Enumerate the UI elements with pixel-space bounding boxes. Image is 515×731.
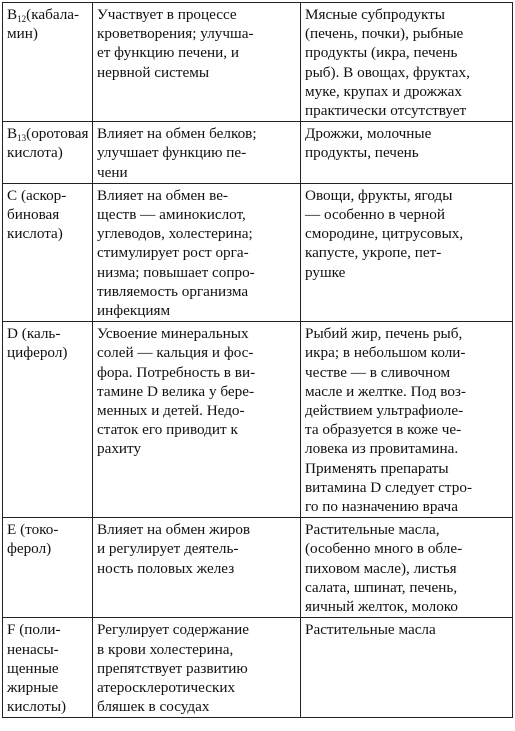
vitamin-sources-text: Дрожжи, молочные продукты, печень — [305, 125, 432, 162]
vitamin-role-text: Регулирует содержание в крови холестерина, препятствует развитию атеросклеротических бляшек в сосудах — [97, 621, 249, 716]
vitamin-sources-cell — [301, 322, 513, 518]
vitamin-letter: B — [7, 6, 18, 23]
vitamin-sources-cell — [301, 3, 513, 122]
table-row — [3, 122, 513, 184]
vitamin-role-text: Усвоение минеральных солей — кальция и фос- фора. Потребность в ви- тамине D велика у бере- менных и детей. Недо- статок его приводит к рахиту — [97, 325, 256, 458]
vitamin-name-cell — [3, 322, 93, 518]
vitamin-role-cell — [93, 618, 301, 718]
vitamin-name-cell — [3, 122, 93, 184]
vitamin-sources-text: Овощи, фрукты, ягоды — особенно в черной смородине, цитрусовых, капусте, укропе, пет- рушке — [305, 186, 464, 281]
vitamin-subscript: 13 — [17, 133, 27, 144]
vitamin-sources-cell — [301, 518, 513, 618]
vitamin-letter: C — [7, 186, 18, 204]
vitamin-chemical-name: (каль- циферол) — [7, 325, 68, 362]
vitamin-sources-text: Рыбий жир, печень рыб, икра; в небольшом коли- честве — в сливочном масле и желтке. Под воз- действием ультрафиоле- та образуется в коже че- ловека из провитамина. Применять препараты витамина D следует стро- го по назначению врача — [305, 325, 472, 516]
vitamin-sources-text: Мясные субпродукты (печень, почки), рыбные продукты (икра, печень рыб). В овощах, фруктах, муке, крупах и дрожжах практически отсутствует — [305, 6, 470, 120]
vitamin-sources-cell — [301, 183, 513, 321]
vitamin-name-cell — [3, 3, 93, 122]
vitamin-role-cell — [93, 122, 301, 184]
vitamin-role-cell — [93, 3, 301, 122]
vitamin-sources-cell — [301, 618, 513, 718]
table-row — [3, 618, 513, 718]
vitamin-name-cell — [3, 183, 93, 321]
table-row — [3, 183, 513, 321]
table-row — [3, 518, 513, 618]
vitamin-letter: F — [7, 621, 16, 639]
vitamin-role-cell — [93, 322, 301, 518]
vitamin-role-text: Влияет на обмен белков; улучшает функцию пе- чени — [97, 125, 257, 181]
vitamin-subscript: 12 — [17, 14, 27, 24]
vitamin-chemical-name: (аскор- биновая кислота) — [7, 186, 67, 243]
vitamin-role-text: Участвует в процессе кроветворения; улучша- ет функцию печени, и нервной системы — [97, 6, 254, 81]
vitamin-sources-cell — [301, 122, 513, 184]
vitamin-table — [2, 2, 513, 718]
table-row — [3, 3, 513, 122]
vitamin-role-cell — [93, 183, 301, 321]
vitamin-chemical-name: (токо- ферол) — [7, 521, 59, 558]
vitamin-role-text: Влияет на обмен ве- ществ — аминокислот, углеводов, холестерина; стимулирует рост орга- низма; повышает сопро- тивляемость организма инфекциям — [97, 186, 255, 320]
vitamin-letter: B — [7, 125, 18, 143]
vitamin-sources-text: Растительные масла — [305, 621, 436, 639]
vitamin-chemical-name: (поли- ненасы- щенные жирные кислоты) — [7, 621, 67, 716]
vitamin-role-text: Влияет на обмен жиров и регулирует деятель- ность половых желез — [97, 521, 251, 577]
vitamin-sources-text: Растительные масла, (особенно много в обле- пиховом масле), листья салата, шпинат, печень, яичный желток, молоко — [305, 521, 463, 616]
vitamin-role-cell — [93, 518, 301, 618]
vitamin-chemical-name: (кабала- мин) — [7, 6, 80, 43]
table-row — [3, 322, 513, 518]
vitamin-name-cell — [3, 618, 93, 718]
vitamin-name-cell — [3, 518, 93, 618]
vitamin-chemical-name: (оротовая кислота) — [7, 125, 89, 162]
vitamin-letter: E — [7, 521, 17, 539]
vitamin-letter: D — [7, 325, 18, 343]
